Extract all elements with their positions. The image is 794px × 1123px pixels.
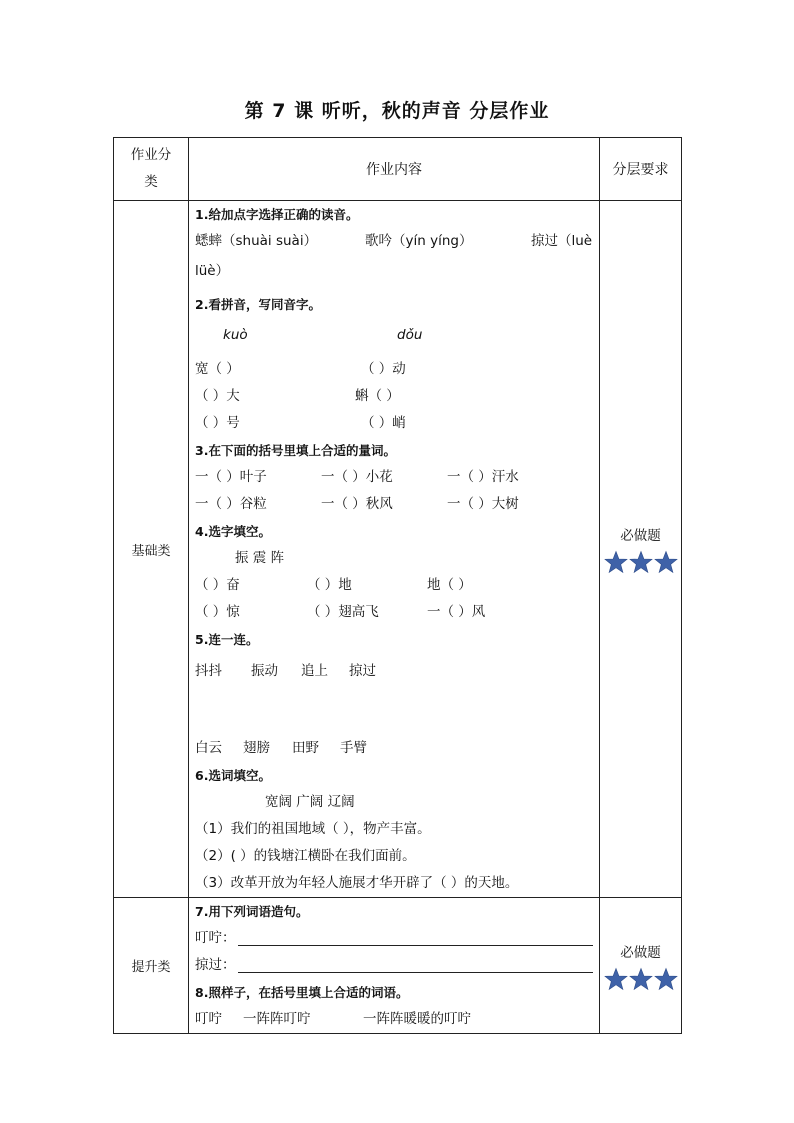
q7-answer-line-1[interactable] <box>238 931 593 946</box>
q2-title: 2.看拼音，写同音字。 <box>195 297 321 312</box>
q2-row2 <box>195 383 593 410</box>
star-icon <box>629 550 653 574</box>
q2-pinyin-a: kuò <box>223 327 248 343</box>
q3-r2-a: 一（ ）谷粒 <box>195 496 267 512</box>
q7-answer-line-2[interactable] <box>238 958 593 973</box>
q4-choices-text: 振 震 阵 <box>235 550 285 566</box>
q7-word1-row <box>195 925 593 952</box>
q6-sentence-3: （3）改革开放为年轻人施展才华开辟了（ ）的天地。 <box>195 875 519 891</box>
advanced-row <box>114 898 682 1034</box>
header-content: 作业内容 <box>189 138 600 201</box>
basic-level-text: 必做题 <box>620 528 661 544</box>
q4-row2 <box>195 599 593 626</box>
q8-title: 8.照样子，在括号里填上合适的词语。 <box>195 985 409 1000</box>
q5-top-item: 振动 <box>251 663 278 679</box>
q2-r2-a: （ ）大 <box>195 388 240 404</box>
q3-r2-c: 一（ ）大树 <box>447 496 519 512</box>
q4-choices <box>195 545 593 572</box>
q5-bottom-row <box>195 735 593 762</box>
q5-bottom-item: 白云 <box>195 740 222 756</box>
q5-bottom-item: 手臂 <box>340 740 367 756</box>
q3-r1-a: 一（ ）叶子 <box>195 469 267 485</box>
q2-r3-b: （ ）峭 <box>361 415 406 431</box>
header-category-line2: 类 <box>144 174 158 190</box>
q6-choices-text: 宽阔 广阔 辽阔 <box>265 794 355 810</box>
q8-example-c: 一阵阵暖暖的叮咛 <box>363 1011 471 1027</box>
q6-sentence-1: （1）我们的祖国地域（ ），物产丰富。 <box>195 821 431 837</box>
advanced-content <box>189 898 600 1034</box>
advanced-level <box>600 898 682 1034</box>
advanced-stars <box>600 967 681 991</box>
star-icon <box>629 967 653 991</box>
q4-r2-a: （ ）惊 <box>195 604 240 620</box>
q4-row1 <box>195 572 593 599</box>
advanced-category: 提升类 <box>114 898 189 1034</box>
q1-line2: lüè） <box>195 263 230 279</box>
star-icon <box>654 550 678 574</box>
q6-choices <box>195 789 593 816</box>
basic-category: 基础类 <box>114 201 189 898</box>
q4-r1-a: （ ）奋 <box>195 577 240 593</box>
basic-content <box>189 201 600 898</box>
q2-pinyin-row <box>195 322 593 356</box>
header-category <box>114 138 189 201</box>
header-level: 分层要求 <box>600 138 682 201</box>
q2-row1 <box>195 356 593 383</box>
q8-example-b: 一阵阵叮咛 <box>243 1011 311 1027</box>
q3-r2-b: 一（ ）秋风 <box>321 496 393 512</box>
q2-r1-a: 宽（ ） <box>195 361 240 377</box>
basic-row <box>114 201 682 898</box>
basic-stars <box>600 550 681 574</box>
q5-top-item: 抖抖 <box>195 663 222 679</box>
q5-bottom-item: 翅膀 <box>243 740 270 756</box>
q3-row2 <box>195 491 593 518</box>
q5-top-item: 掠过 <box>349 663 376 679</box>
q2-r3-a: （ ）号 <box>195 415 240 431</box>
advanced-level-text: 必做题 <box>620 944 661 961</box>
q4-r1-c: 地（ ） <box>427 577 472 593</box>
header-row <box>114 138 682 201</box>
q5-top-item: 追上 <box>301 663 328 679</box>
q2-pinyin-b: dǒu <box>397 327 423 343</box>
q7-title: 7.用下列词语造句。 <box>195 904 309 919</box>
q3-row1 <box>195 464 593 491</box>
q1-item-b: 歌吟（yín yíng） <box>365 233 473 249</box>
q4-title: 4.选字填空。 <box>195 524 271 539</box>
page-title: 第 7 课 听听，秋的声音 分层作业 <box>244 100 550 122</box>
homework-table <box>113 137 682 1034</box>
basic-level <box>600 201 682 898</box>
q1-item-a: 蟋蟀（shuài suài） <box>195 233 318 249</box>
q3-r1-c: 一（ ）汗水 <box>447 469 519 485</box>
q7-word2-row <box>195 952 593 979</box>
q1-line1 <box>195 228 593 255</box>
q7-word1: 叮咛： <box>195 930 236 946</box>
q2-r1-b: （ ）动 <box>361 361 406 377</box>
q1-item-c: 掠过（luè <box>531 233 593 249</box>
star-icon <box>604 550 628 574</box>
q5-bottom-item: 田野 <box>292 740 319 756</box>
q4-r1-b: （ ）地 <box>307 577 352 593</box>
q7-word2: 掠过： <box>195 957 236 973</box>
star-icon <box>604 967 628 991</box>
header-category-line1: 作业分 <box>130 147 172 163</box>
star-icon <box>654 967 678 991</box>
q8-example-a: 叮咛 <box>195 1011 222 1027</box>
q3-title: 3.在下面的括号里填上合适的量词。 <box>195 443 396 458</box>
q5-title: 5.连一连。 <box>195 632 259 647</box>
q3-r1-b: 一（ ）小花 <box>321 469 393 485</box>
q5-top-row <box>195 653 593 689</box>
q4-r2-c: 一（ ）风 <box>427 604 486 620</box>
q1-title: 1.给加点字选择正确的读音。 <box>195 207 359 222</box>
q6-title: 6.选词填空。 <box>195 768 271 783</box>
q8-example-row <box>195 1006 593 1033</box>
q6-sentence-2: （2）( ）的钱塘江横卧在我们面前。 <box>195 848 416 864</box>
q2-r2-b: 蝌（ ） <box>355 388 400 404</box>
q5-spacer <box>195 689 593 735</box>
q2-row3 <box>195 410 593 437</box>
q4-r2-b: （ ）翅高飞 <box>307 604 379 620</box>
